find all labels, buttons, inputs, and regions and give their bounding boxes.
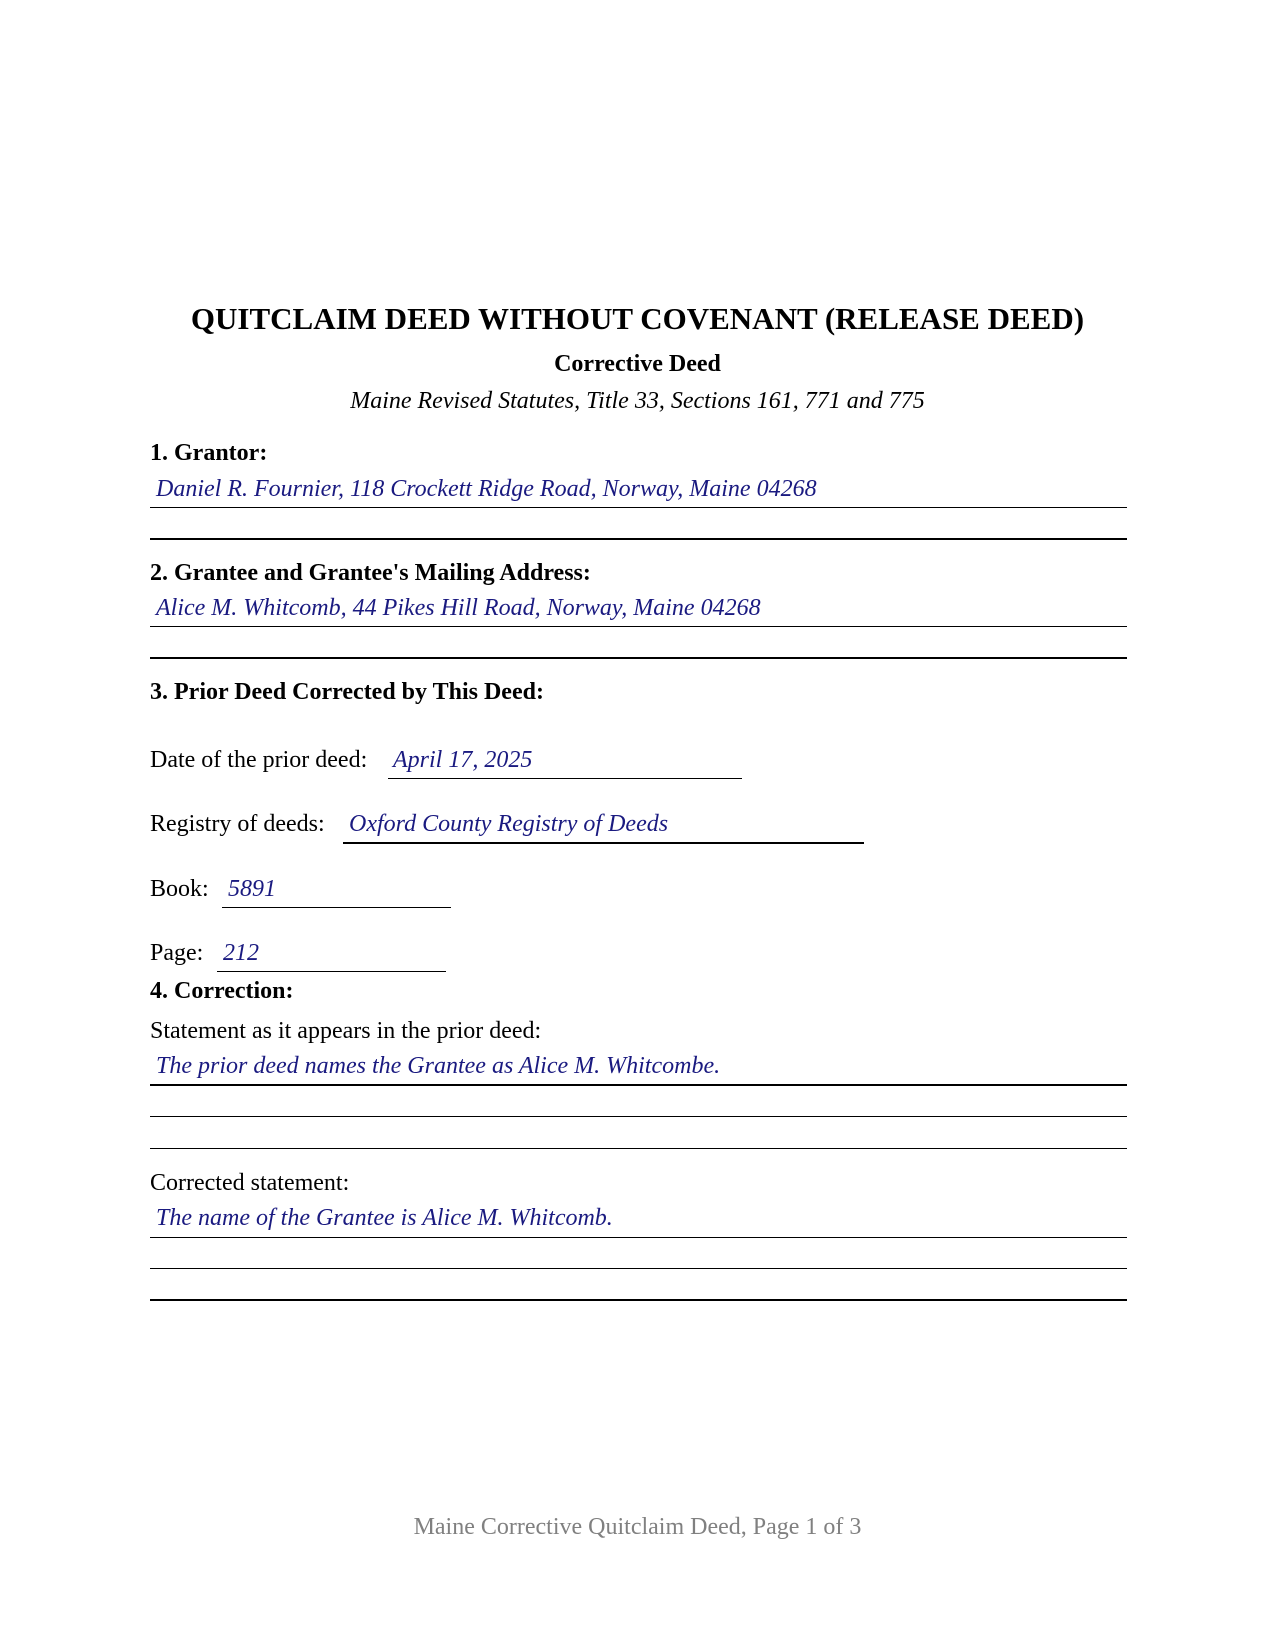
- grantor-line-2: [150, 538, 1127, 540]
- grantee-heading: 2. Grantee and Grantee's Mailing Address:: [150, 560, 591, 586]
- document-title: QUITCLAIM DEED WITHOUT COVENANT (RELEASE DEED): [190, 301, 1085, 336]
- corrected-statement-line-1: [150, 1237, 1127, 1238]
- page-field[interactable]: 212: [223, 940, 259, 966]
- document-subtitle: Corrective Deed: [554, 351, 721, 377]
- registry-label: Registry of deeds:: [150, 811, 325, 837]
- registry-line: [343, 842, 864, 844]
- page-label: Page:: [150, 940, 204, 966]
- registry-field[interactable]: Oxford County Registry of Deeds: [349, 811, 669, 837]
- page-line: [217, 971, 446, 972]
- grantor-heading: 1. Grantor:: [150, 440, 268, 466]
- prior-statement-field[interactable]: The prior deed names the Grantee as Alice M. Whitcombe.: [156, 1053, 721, 1079]
- statute-reference: Maine Revised Statutes, Title 33, Sections 161, 771 and 775: [350, 388, 925, 414]
- grantee-line-2: [150, 657, 1127, 659]
- corrected-statement-field[interactable]: The name of the Grantee is Alice M. Whitcomb.: [156, 1205, 613, 1231]
- grantor-field[interactable]: Daniel R. Fournier, 118 Crockett Ridge Road, Norway, Maine 04268: [156, 476, 817, 502]
- prior-deed-date-line: [388, 778, 742, 779]
- prior-statement-label: Statement as it appears in the prior deed:: [150, 1018, 542, 1044]
- grantee-line-1: [150, 626, 1127, 627]
- grantor-line-1: [150, 507, 1127, 508]
- page-footer: Maine Corrective Quitclaim Deed, Page 1 of 3: [413, 1514, 862, 1540]
- book-label: Book:: [150, 876, 209, 902]
- corrected-statement-label: Corrected statement:: [150, 1170, 350, 1196]
- prior-deed-date-label: Date of the prior deed:: [150, 747, 368, 773]
- corrected-statement-line-2: [150, 1268, 1127, 1269]
- correction-heading: 4. Correction:: [150, 978, 294, 1004]
- prior-statement-line-1: [150, 1084, 1127, 1086]
- prior-statement-line-3: [150, 1148, 1127, 1149]
- corrected-statement-line-3: [150, 1299, 1127, 1301]
- prior-statement-line-2: [150, 1116, 1127, 1117]
- grantee-field[interactable]: Alice M. Whitcomb, 44 Pikes Hill Road, Norway, Maine 04268: [156, 595, 761, 621]
- book-field[interactable]: 5891: [228, 876, 276, 902]
- prior-deed-heading: 3. Prior Deed Corrected by This Deed:: [150, 679, 544, 705]
- prior-deed-date-field[interactable]: April 17, 2025: [393, 747, 533, 773]
- book-line: [222, 907, 451, 908]
